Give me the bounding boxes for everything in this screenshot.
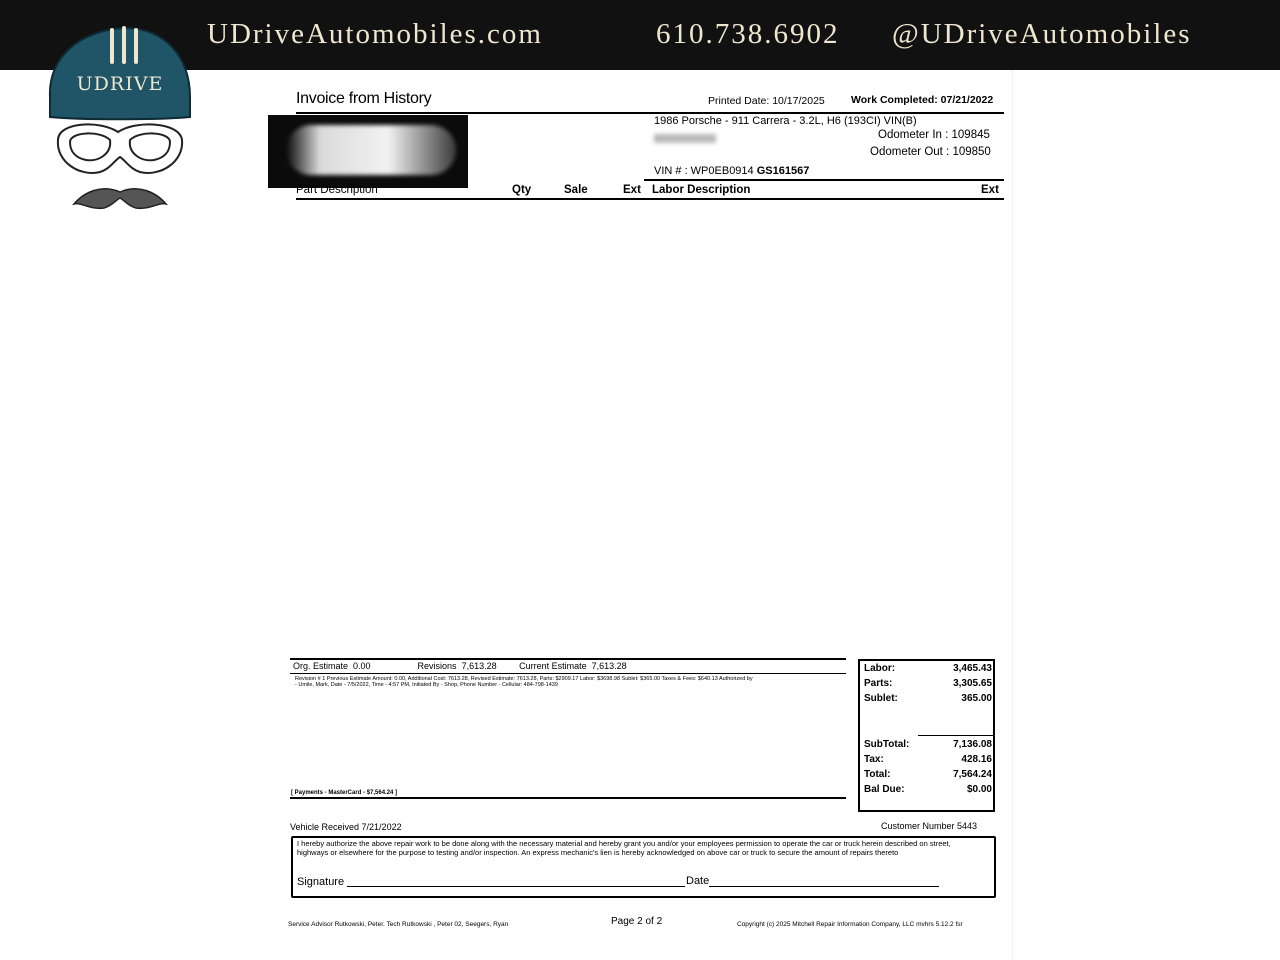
payments-line: [ Payments - MasterCard - $7,564.24 ] <box>291 790 398 796</box>
col-labor-description: Labor Description <box>652 184 751 196</box>
odometer-out: Odometer Out : 109850 <box>870 146 991 158</box>
vehicle-received: Vehicle Received 7/21/2022 <box>290 822 402 832</box>
date-line <box>709 886 939 887</box>
phone-link[interactable]: 610.738.6902 <box>656 18 840 50</box>
right-background <box>1012 70 1280 960</box>
website-link[interactable]: UDriveAutomobiles.com <box>207 18 543 50</box>
vin-number: VIN # : WP0EB0914 GS161567 <box>654 165 810 177</box>
vin-rule <box>644 179 1004 181</box>
col-ext: Ext <box>623 184 641 196</box>
authorization-text: I hereby authorize the above repair work to be done along with the necessary material and hereby grant you and/or your employees permission to operate the car or truck herein described on street, highways or elsewhere for the purpose to testing and/or inspection. An express mechanic's lien is hereby acknowledged on above car or truck to secure the amount of repairs thereto <box>297 839 951 857</box>
column-header-rule <box>296 198 1004 200</box>
col-labor-ext: Ext <box>981 184 999 196</box>
col-part-description: Part Description <box>296 184 378 196</box>
estimate-row: Org. Estimate 0.00 Revisions 7,613.28 Current Estimate 7,613.28 <box>293 661 627 671</box>
service-advisor-footer: Service Advisor Rutkowski, Peter. Tech Rutkowski , Peter 02, Seegers, Ryan <box>288 921 509 928</box>
customer-number: Customer Number 5443 <box>881 821 978 831</box>
invoice-document <box>268 70 1012 960</box>
date-label: Date <box>686 875 710 887</box>
logo-text: UDRIVE <box>76 73 164 95</box>
estimate-top-rule <box>290 658 846 660</box>
page-number: Page 2 of 2 <box>611 916 663 927</box>
header-rule <box>296 112 1004 114</box>
social-handle-link[interactable]: @UDriveAutomobiles <box>892 18 1192 50</box>
estimate-row-rule <box>290 673 846 674</box>
vehicle-description: 1986 Porsche - 911 Carrera - 3.2L, H6 (193CI) VIN(B) <box>654 115 917 127</box>
copyright-footer: Copyright (c) 2025 Mitchell Repair Information Company, LLC mvhrs 5.12.2 fsr <box>737 921 963 928</box>
udrive-logo[interactable] <box>40 22 200 217</box>
signature-line <box>347 886 685 887</box>
work-completed-date: Work Completed: 07/21/2022 <box>851 94 994 106</box>
estimate-bottom-rule <box>290 797 846 799</box>
goggles-icon <box>58 124 182 173</box>
revision-note: Revision # 1 Previous Estimate Amount: 0.00, Additional Cost: 7613.28, Revised Estimate: 7613.28, Parts: $2909.17 Labor: $3698.98 Sublet: $365.00 Taxes & Fees: $640.13 Authorized by - Umile, Mark, Date - 7/5/2022, Time - 4:57 PM, Initiated By - Shop, Phone Number - Cellular: 484-798-1439 <box>295 676 753 688</box>
subtotal-rule <box>918 735 993 736</box>
printed-date: Printed Date: 10/17/2025 <box>708 95 825 107</box>
signature-label: Signature <box>297 876 345 888</box>
totals-box: Labor: 3,465.43 Parts: 3,305.65 Sublet: 365.00 SubTotal: 7,136.08 Tax: 428.16 Total: 7,564.24 Bal Due: $0.00 <box>858 659 995 812</box>
blurred-plate <box>654 134 716 143</box>
mustache-icon <box>74 189 166 209</box>
invoice-title: Invoice from History <box>296 90 432 107</box>
odometer-in: Odometer In : 109845 <box>878 129 990 141</box>
redacted-customer-block <box>268 115 468 188</box>
col-qty: Qty <box>512 184 532 196</box>
col-sale: Sale <box>564 184 588 196</box>
